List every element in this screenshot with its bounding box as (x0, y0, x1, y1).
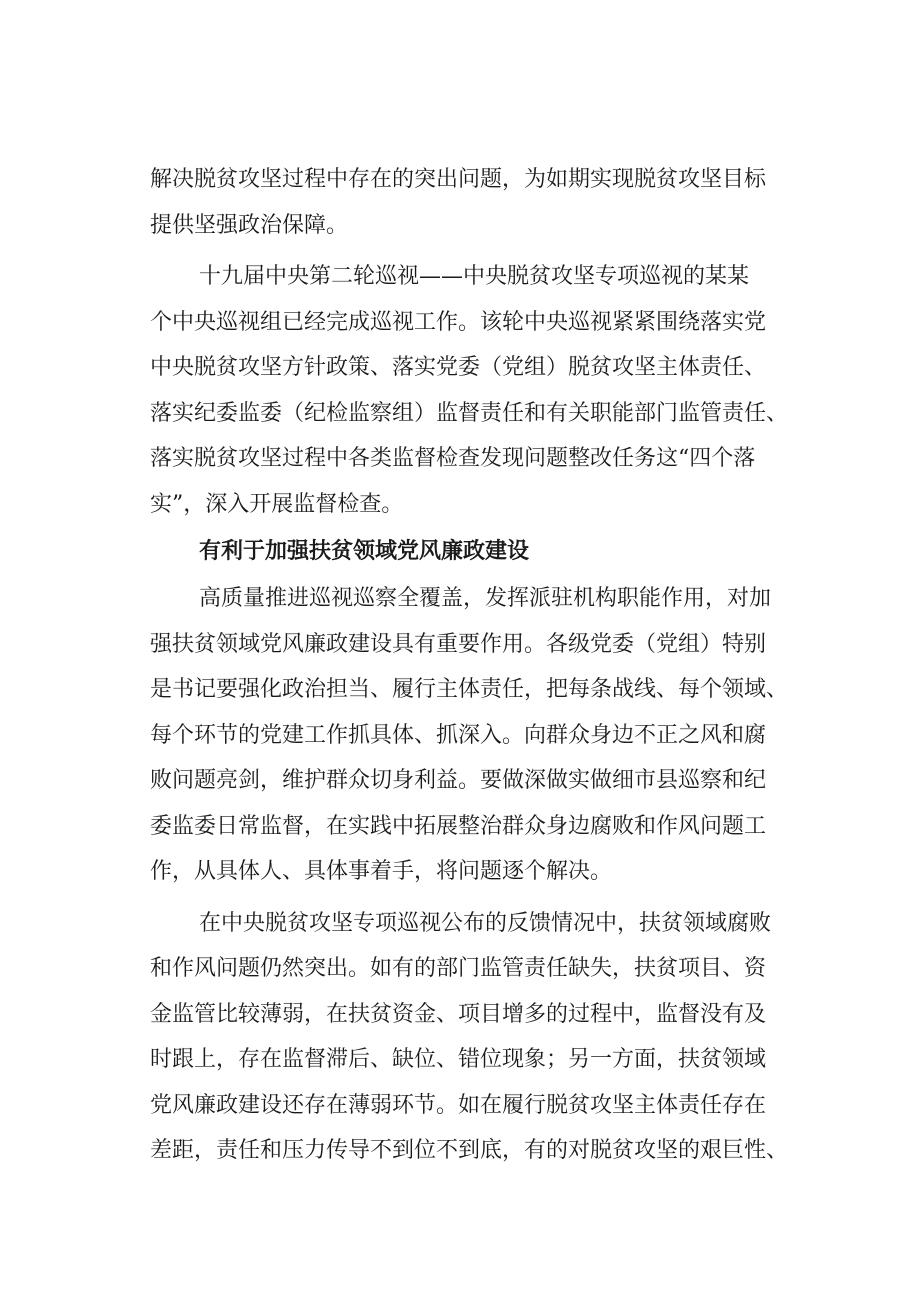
paragraph-4 (150, 901, 810, 1174)
text-line: 在中央脱贫攻坚专项巡视公布的反馈情况中，扶贫领域腐败 (199, 910, 772, 936)
text-line: 高质量推进巡视巡察全覆盖，发挥派驻机构职能作用，对加 (199, 586, 772, 611)
section-heading: 有利于加强扶贫领域党风廉政建设 (199, 538, 530, 564)
paragraph-2 (150, 254, 810, 527)
text-line: 委监委日常监督，在实践中拓展整治群众身边腐败和作风问题工 (150, 813, 767, 839)
text-line: 每个环节的党建工作抓具体、抓深入。向群众身边不正之风和腐 (150, 722, 767, 748)
text-line: 个中央巡视组已经完成巡视工作。该轮中央巡视紧紧围绕落实党 (150, 309, 767, 335)
text-line: 中央脱贫攻坚方针政策、落实党委（党组）脱贫攻坚主体责任、 (150, 355, 767, 380)
text-line: 十九届中央第二轮巡视——中央脱贫攻坚专项巡视的某某 (199, 264, 750, 289)
text-line: 时跟上，存在监督滞后、缺位、错位现象；另一方面，扶贫领域 (150, 1047, 767, 1072)
text-line: 金监管比较薄弱，在扶贫资金、项目增多的过程中，监督没有及 (150, 1001, 767, 1027)
text-line: 落实纪委监委（纪检监察组）监督责任和有关职能部门监管责任、 (150, 400, 789, 426)
text-line: 作，从具体人、具体事着手，将问题逐个解决。 (150, 859, 613, 884)
text-line: 是书记要强化政治担当、履行主体责任，把每条战线、每个领域、 (150, 677, 789, 702)
text-line: 落实脱贫攻坚过程中各类监督检查发现问题整改任务这“四个落 (150, 446, 756, 471)
text-line: 解决脱贫攻坚过程中存在的突出问题，为如期实现脱贫攻坚目标 (150, 167, 767, 192)
text-line: 差距，责任和压力传导不到位不到底，有的对脱贫攻坚的艰巨性、 (150, 1138, 789, 1163)
text-line: 败问题亮剑，维护群众切身利益。要做深做实做细市县巡察和纪 (150, 768, 767, 793)
text-line: 提供坚强政治保障。 (150, 212, 349, 238)
text-line: 和作风问题仍然突出。如有的部门监管责任缺失，扶贫项目、资 (150, 956, 767, 981)
text-line: 强扶贫领域党风廉政建设具有重要作用。各级党委（党组）特别 (150, 631, 767, 657)
paragraph-3 (150, 576, 810, 895)
paragraph-1 (150, 157, 810, 248)
text-line: 党风廉政建设还存在薄弱环节。如在履行脱贫攻坚主体责任存在 (150, 1092, 767, 1118)
document-body (150, 157, 810, 1174)
text-line: 实”，深入开展监督检查。 (150, 491, 404, 517)
